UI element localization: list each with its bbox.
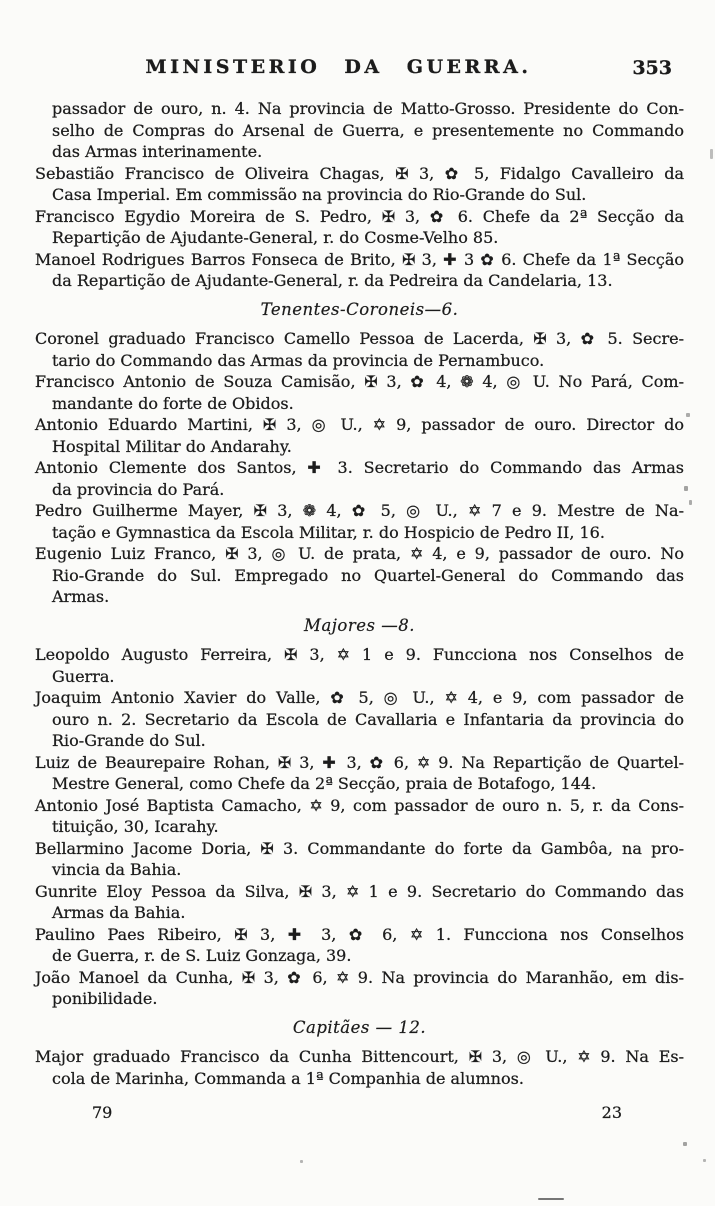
- entry-paragraph: [35, 543, 684, 608]
- section-heading: Majores —8.: [304, 615, 415, 635]
- entry-paragraph: [35, 1046, 684, 1089]
- body-text-block: [35, 98, 684, 1089]
- entry-paragraph: [35, 881, 684, 924]
- text-line: Armas da Bahia.: [52, 903, 186, 922]
- text-line: da provincia do Pará.: [52, 479, 225, 499]
- page-number: 353: [632, 57, 672, 79]
- text-line: selho de Compras do Arsenal de Guerra, e presentemente no Commando: [52, 120, 684, 140]
- entry-paragraph: [35, 752, 684, 795]
- text-line: Antonio Eduardo Martini, ✠ 3, ◎ U., ✡ 9, passador de ouro. Director do: [35, 415, 684, 434]
- text-line: ouro n. 2. Secretario da Escola de Cavallaria e Infantaria da provincia do: [52, 709, 684, 729]
- scan-speck: [703, 1159, 706, 1162]
- text-line: Repartição de Ajudante-General, r. do Cosme-Velho 85.: [52, 228, 499, 247]
- text-line: Pedro Guilherme Mayer, ✠ 3, ❁ 4, ✿ 5, ◎ U., ✡ 7 e 9. Mestre de Na-: [35, 501, 684, 520]
- scan-speck: [300, 1160, 303, 1163]
- text-line: Antonio José Baptista Camacho, ✡ 9, com passador de ouro n. 5, r. da Cons-: [35, 795, 684, 815]
- text-line: Sebastião Francisco de Oliveira Chagas, ✠ 3, ✿ 5, Fidalgo Cavalleiro da: [35, 163, 684, 183]
- entry-paragraph: [35, 644, 684, 687]
- text-line: Coronel graduado Francisco Camello Pessoa de Lacerda, ✠ 3, ✿ 5. Secre-: [35, 329, 684, 348]
- entry-paragraph: [35, 924, 684, 967]
- text-line: das Armas interinamente.: [52, 142, 263, 161]
- text-line: tação e Gymnastica da Escola Militar, r. do Hospicio de Pedro II, 16.: [52, 522, 605, 542]
- footer-left-number: 79: [92, 1103, 113, 1122]
- text-line: Rio-Grande do Sul. Empregado no Quartel-General do Commando das: [52, 565, 684, 585]
- scan-speck: [683, 1142, 687, 1146]
- text-line: cola de Marinha, Commanda a 1ª Companhia de alumnos.: [52, 1068, 524, 1088]
- text-line: Francisco Antonio de Souza Camisão, ✠ 3, ✿ 4, ❁ 4, ◎ U. No Pará, Com-: [35, 372, 684, 391]
- scan-speck: [710, 149, 713, 159]
- text-line: tario do Commando das Armas da provincia de Pernambuco.: [52, 350, 545, 370]
- entry-paragraph: [35, 249, 684, 292]
- text-line: Leopoldo Augusto Ferreira, ✠ 3, ✡ 1 e 9. Funcciona nos Conselhos de: [35, 645, 684, 664]
- page-title: MINISTERIO DA GUERRA.: [145, 56, 532, 78]
- scanned-book-page: [0, 56, 715, 1206]
- entry-paragraph: [35, 795, 684, 838]
- text-line: Gunrite Eloy Pessoa da Silva, ✠ 3, ✡ 1 e 9. Secretario do Commando das: [35, 881, 684, 901]
- scan-dash-artifact: [538, 1198, 564, 1200]
- text-line: Hospital Militar do Andarahy.: [52, 436, 292, 456]
- text-line: vincia da Bahia.: [52, 860, 182, 879]
- text-line: Casa Imperial. Em commissão na provincia do Rio-Grande do Sul.: [52, 185, 587, 204]
- page-header: [35, 56, 682, 86]
- text-line: Mestre General, como Chefe da 2ª Secção, praia de Botafogo, 144.: [52, 774, 597, 793]
- text-line: da Repartição de Ajudante-General, r. da Pedreira da Candelaria, 13.: [52, 271, 613, 290]
- text-line: tituição, 30, Icarahy.: [52, 817, 219, 836]
- entry-paragraph: [35, 838, 684, 881]
- entry-paragraph: [35, 967, 684, 1010]
- text-line: Major graduado Francisco da Cunha Bittencourt, ✠ 3, ◎ U., ✡ 9. Na Es-: [35, 1047, 684, 1066]
- text-line: Paulino Paes Ribeiro, ✠ 3, ✚ 3, ✿ 6, ✡ 1. Funcciona nos Conselhos: [35, 924, 684, 944]
- page-footer: [0, 1103, 715, 1122]
- text-line: ponibilidade.: [52, 989, 158, 1008]
- section-heading: Tenentes-Coroneis—6.: [260, 299, 459, 319]
- section-heading: Capitães — 12.: [292, 1017, 427, 1037]
- text-line: Rio-Grande do Sul.: [52, 731, 206, 750]
- text-line: Francisco Egydio Moreira de S. Pedro, ✠ 3, ✿ 6. Chefe da 2ª Secção da: [35, 206, 684, 226]
- continuation-paragraph: [35, 98, 684, 163]
- entry-paragraph: [35, 328, 684, 371]
- text-line: Bellarmino Jacome Doria, ✠ 3. Commandante do forte da Gambôa, na pro-: [35, 838, 684, 858]
- text-line: Armas.: [52, 587, 110, 606]
- text-line: mandante do forte de Obidos.: [52, 393, 294, 413]
- text-line: Guerra.: [52, 666, 115, 686]
- text-line: Eugenio Luiz Franco, ✠ 3, ◎ U. de prata, ✡ 4, e 9, passador de ouro. No: [35, 544, 684, 563]
- entry-paragraph: [35, 414, 684, 457]
- entry-paragraph: [35, 163, 684, 206]
- entry-paragraph: [35, 206, 684, 249]
- scan-speck: [689, 500, 692, 505]
- footer-right-number: 23: [601, 1103, 622, 1122]
- text-line: Manoel Rodrigues Barros Fonseca de Brito, ✠ 3, ✚ 3 ✿ 6. Chefe da 1ª Secção: [35, 249, 684, 269]
- entry-paragraph: [35, 687, 684, 752]
- entry-paragraph: [35, 371, 684, 414]
- text-line: João Manoel da Cunha, ✠ 3, ✿ 6, ✡ 9. Na provincia do Maranhão, em dis-: [35, 967, 684, 987]
- entry-paragraph: [35, 500, 684, 543]
- entry-paragraph: [35, 457, 684, 500]
- text-line: Antonio Clemente dos Santos, ✚ 3. Secretario do Commando das Armas: [35, 458, 684, 477]
- text-line: de Guerra, r. de S. Luiz Gonzaga, 39.: [52, 946, 352, 965]
- text-line: passador de ouro, n. 4. Na provincia de Matto-Grosso. Presidente do Con-: [52, 99, 684, 118]
- text-line: Joaquim Antonio Xavier do Valle, ✿ 5, ◎ U., ✡ 4, e 9, com passador de: [35, 688, 684, 707]
- text-line: Luiz de Beaurepaire Rohan, ✠ 3, ✚ 3, ✿ 6, ✡ 9. Na Repartição de Quartel-: [35, 752, 684, 772]
- scan-speck: [686, 413, 690, 417]
- scan-speck: [684, 486, 688, 491]
